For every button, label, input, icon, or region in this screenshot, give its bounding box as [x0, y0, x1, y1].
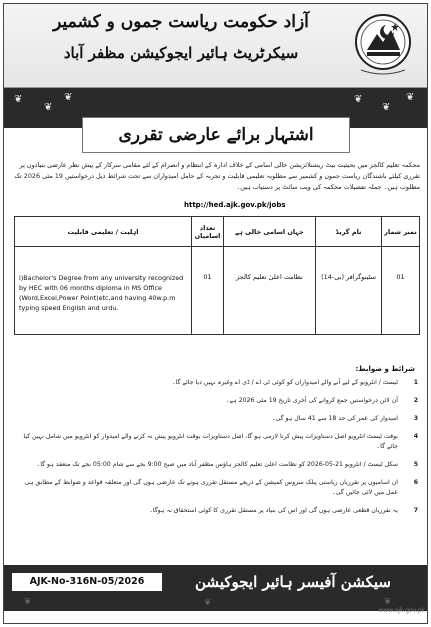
maple-leaf-icon: ❦ — [354, 94, 363, 105]
header-count: تعداد اسامیاں — [192, 217, 224, 247]
cell-count: 01 — [192, 247, 224, 335]
government-title: آزاد حکومت ریاست جموں و کشمیر — [53, 12, 309, 32]
intro-paragraph: محکمہ تعلیم کالجز میں بحیثیت بیٹ ریشنلائزیشن خالی اسامی کے خلاف ادارہ کے انتظام و انصرام کے لئے مقامی سرکار کے پیش نظر عارضی بنیادوں پر تقرری کیلئے باشندگان ریاست جموں و کشمیر سے مطلوبہ تعلیمی قابلیت و تجربہ کے حامل امیدواران سے تحت شرائط ذیل درخواستیں 19 مئی 2026 تک مطلوب ہیں۔ جملہ تفصیلات محکمہ کی ویب سائٹ پر دستیاب ہیں۔ — [14, 161, 420, 191]
cell-post: سٹینوگرافر (بی-14) — [316, 247, 382, 335]
list-item: 4 بوقت ٹیسٹ انٹرویو اصل دستاویزات پیش کرنا لازمی ہو گا، اصل دستاویزات بوقت انٹرویو پیش نہ کرنے والے امیدوار کو انٹرویو میں شامل نہیں کیا جائے گا۔ — [23, 433, 418, 450]
conditions-title: شرائط و ضوابط: — [355, 365, 415, 373]
advertisement-page — [3, 3, 428, 624]
header-place: جہاں اسامی خالی ہے — [224, 217, 316, 247]
maple-leaf-icon: ❦ — [64, 92, 73, 103]
list-item: 1 ٹیسٹ / انٹرویو کے لیے آنے والے امیدواران کو کوئی ٹی اے / ڈی اے وغیرہ نہیں دیا جائے گا۔ — [172, 379, 418, 386]
header — [4, 4, 427, 88]
jobs-link[interactable]: http://hed.ajk.gov.pk/jobs — [184, 201, 286, 209]
reference-number: AJK-No-316N-05/2026 — [12, 573, 162, 591]
cell-qualification: i)Bachelor's Degree from any university recognized by HEC with 06 months diploma in MS Office (Word,Excel,Power Point)etc,and having 40w.p.m typing speed English and urdu. — [15, 247, 192, 335]
secretariat-title: سیکرٹریٹ ہائیر ایجوکیشن مظفر آباد — [63, 44, 299, 62]
conditions-list — [14, 378, 420, 524]
maple-leaf-icon: ❦ — [204, 598, 212, 608]
maple-leaf-icon: ❦ — [14, 94, 23, 105]
footer-band — [4, 565, 427, 611]
section-officer-signature: سیکشن آفیسر ہائیر ایجوکیشن — [195, 573, 391, 591]
header-post: نام گریڈ — [316, 217, 382, 247]
maple-leaf-icon: ❦ — [44, 102, 53, 113]
list-item: 2 آن لائن درخواستیں جمع کروانے کی آخری تاریخ 19 مئی 2026 ہے۔ — [225, 397, 418, 404]
cell-place: نظامت اعلیٰ تعلیم کالجز — [224, 247, 316, 335]
advertisement-title: اشتہار برائے عارضی تقرری — [82, 117, 350, 153]
header-serial: نمبر شمار — [382, 217, 420, 247]
table-header-row — [15, 217, 420, 247]
ajk-emblem-icon — [353, 12, 413, 78]
list-item: 6 ان اسامیوں پر تقرریاں ریاستی پبلک سروس کمیشن کے ذریعے مستقل تقرری ہونے تک عارضی ہوں گی اور متعلقہ قواعد و ضوابط کے مطابق ہی عمل میں لائی جائیں گی۔ — [24, 479, 418, 496]
table-row — [15, 247, 420, 335]
list-item: 3 امیدوار کی عمر کی حد 18 سے 41 سال ہو گی۔ — [271, 415, 418, 422]
list-item: 5 سکل ٹیسٹ / انٹرویو 21-05-2026 کو نظامت اعلیٰ تعلیم کالجز ہاؤس مظفر آباد میں صبح 9:00 بجے سے شام 05:00 بجے تک منعقد ہو گا۔ — [36, 461, 418, 468]
website-watermark: www.ajk.gov.pk — [378, 607, 425, 614]
cell-serial: 01 — [382, 247, 420, 335]
maple-leaf-icon: ❦ — [382, 102, 391, 113]
maple-leaf-icon: ❦ — [24, 597, 32, 607]
maple-leaf-icon: ❦ — [406, 92, 415, 103]
header-qualification: اہلیت / تعلیمی قابلیت — [15, 217, 192, 247]
list-item: 7 یہ تقرریاں قطعی عارضی ہوں گی اور اس کی بنیاد پر مستقل تقرری کا کوئی استحقاق نہ ہوگا۔ — [149, 507, 418, 514]
maple-leaf-icon: ❦ — [384, 597, 392, 607]
posts-table — [14, 216, 420, 335]
